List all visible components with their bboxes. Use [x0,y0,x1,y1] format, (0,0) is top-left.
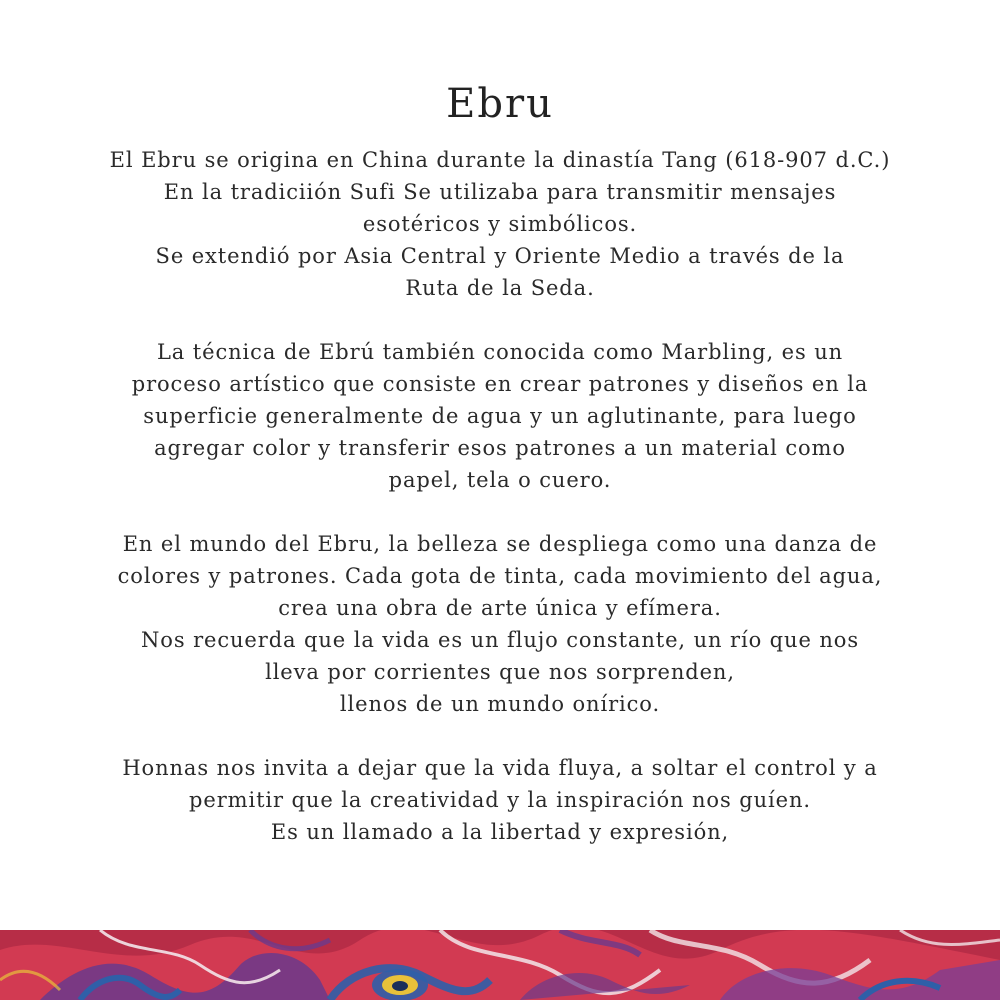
text-line: Ruta de la Seda. [405,276,595,300]
text-line: En el mundo del Ebru, la belleza se despliega como una danza de [122,532,878,556]
paragraph-gap [40,304,960,336]
text-line: Se extendió por Asia Central y Oriente Medio a través de la [155,244,845,268]
text-line: permitir que la creatividad y la inspiración nos guíen. [189,788,811,812]
text-line: Honnas nos invita a dejar que la vida fluya, a soltar el control y a [122,756,878,780]
paragraph-gap [40,496,960,528]
text-line: colores y patrones. Cada gota de tinta, cada movimiento del agua, [117,564,883,588]
text-line: papel, tela o cuero. [388,468,612,492]
text-line: superficie generalmente de agua y un aglutinante, para luego [143,404,857,428]
paragraph-world [40,528,960,720]
text-line: En la tradiciión Sufi Se utilizaba para transmitir mensajes [163,180,837,204]
text-line: proceso artístico que consiste en crear patrones y diseños en la [131,372,869,396]
marbling-image-strip [0,930,1000,1000]
text-line: esotéricos y simbólicos. [362,212,638,236]
body-text [40,144,960,848]
paragraph-honnas [40,752,960,848]
text-line: agregar color y transferir esos patrones a un material como [154,436,846,460]
page-title: Ebru [446,81,554,127]
text-line: crea una obra de arte única y efímera. [278,596,722,620]
marbling-pattern [0,930,1000,1000]
text-line: Es un llamado a la libertad y expresión, [270,820,730,844]
text-line: El Ebru se origina en China durante la dinastía Tang (618-907 d.C.) [109,148,891,172]
marble-drop [392,981,408,991]
text-line: llenos de un mundo onírico. [339,692,661,716]
paragraph-gap [40,720,960,752]
text-line: Nos recuerda que la vida es un flujo constante, un río que nos [141,628,859,652]
text-line: La técnica de Ebrú también conocida como Marbling, es un [156,340,844,364]
paragraph-origin [40,144,960,304]
text-line: lleva por corrientes que nos sorprenden, [265,660,735,684]
paragraph-technique [40,336,960,496]
